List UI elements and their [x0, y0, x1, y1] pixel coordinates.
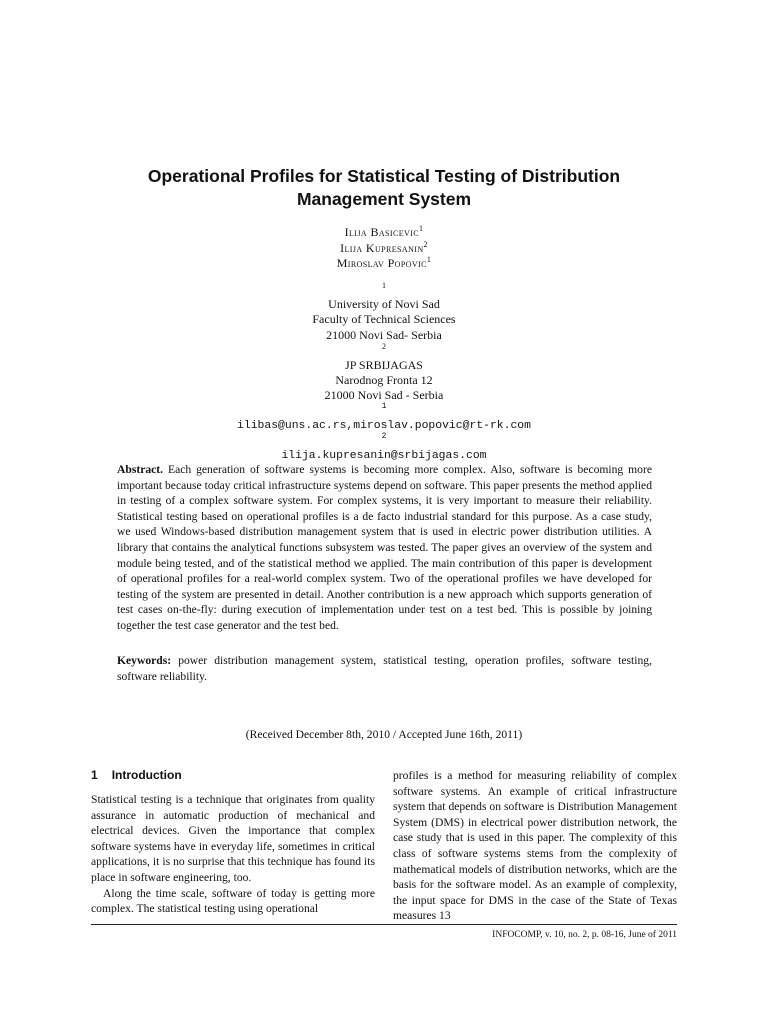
affiliation-faculty: Faculty of Technical Sciences — [312, 312, 456, 327]
abstract-text: Each generation of software systems is becoming more complex. Also, software is becoming more important because today critical infrastructure systems depend on software. This paper presents the method applied in testing of a complex software system. For complex systems, it is very important to measure their reliability. Statistical testing based on operational profiles is a de facto industrial standard for this purpose. As a case study, we used Windows-based distribution management system that is used in electric power distribution utilities. A library that contains the analytical functions subsystem was tested. The paper gives an overview of the system and module being tested, and of the statistical method we applied. The main contribution of this paper is development of operational profiles for a real-world complex system. Two of the operational profiles we have developed for testing of the system are presented in detail. Another contribution is a new approach which supports generation of test cases on-the-fly: during execution of implementation under test on a test bed. This is possible by joining together the test case generator and the test bed. — [117, 463, 652, 632]
keywords — [117, 653, 652, 684]
affiliation-city-2: 21000 Novi Sad - Serbia — [324, 388, 444, 403]
author-affil-mark: 2 — [423, 239, 428, 249]
author-list — [0, 225, 768, 272]
author-affil-mark: 1 — [418, 224, 424, 233]
author-affil-mark: 1 — [426, 255, 432, 264]
author-2 — [0, 241, 768, 257]
intro-right-column: profiles is a method for measuring reliability of complex software systems. An example of critical infrastructure system that depends on software is Distribution Management System (DMS) in electrical power distribution network, the case study that is used in this paper. The complexity of this class of software systems stems from the complexity of mathematical models of distribution networks, which are the basis for the software model. As an example of complexity, the input space for DMS in the case of the State of Texas measures 13 — [393, 769, 677, 923]
intro-paragraph-1: Statistical testing is a technique that originates from quality assurance in automatic production of mechanical and electrical devices. Given the importance that complex software systems have in everyday life, sometimes in critical applications, it is no surprise that this technique has found its place in software engineering, too. — [91, 793, 375, 884]
author-1 — [0, 225, 768, 241]
keywords-label: Keywords: — [117, 654, 172, 667]
affiliations — [0, 282, 768, 464]
section-heading — [91, 768, 182, 782]
paper-title: Operational Profiles for Statistical Testing of Distribution Management System — [147, 166, 621, 209]
intro-left-column — [91, 792, 375, 917]
footer-rule — [91, 924, 677, 925]
section-number: 1 — [91, 768, 98, 782]
affiliation-city-1: 21000 Novi Sad- Serbia — [326, 327, 442, 342]
section-title: Introduction — [111, 768, 182, 782]
journal-footer: INFOCOMP, v. 10, no. 2, p. 08-16, June of 2011 — [492, 930, 677, 940]
author-3 — [0, 256, 768, 272]
email-line-2: $^2$ ilija.kupresanin@srbijagas.com — [281, 432, 487, 463]
intro-paragraph-2: Along the time scale, software of today is getting more complex. The statistical testing using operational — [91, 886, 375, 916]
affiliation-street: Narodnog Fronta 12 — [335, 373, 433, 388]
abstract-label: Abstract. — [117, 463, 164, 476]
abstract — [117, 462, 652, 634]
received-accepted-dates: (Received December 8th, 2010 / Accepted June 16th, 2011) — [245, 728, 523, 741]
author-name: Miroslav Popovic — [336, 256, 427, 270]
affiliation-company: $^2$ JP SRBIJAGAS — [345, 341, 423, 373]
affiliation-university: $^1$ University of Novi Sad — [328, 281, 440, 312]
author-name: Ilija Basicevic — [344, 225, 419, 239]
keywords-text: power distribution management system, statistical testing, operation profiles, software testing, software reliability. — [117, 654, 652, 683]
author-name: Ilija Kupresanin — [340, 240, 424, 255]
email-line-1: $^1$ ilibas@uns.ac.rs,miroslav.popovic@rt-rk.com — [237, 401, 531, 432]
